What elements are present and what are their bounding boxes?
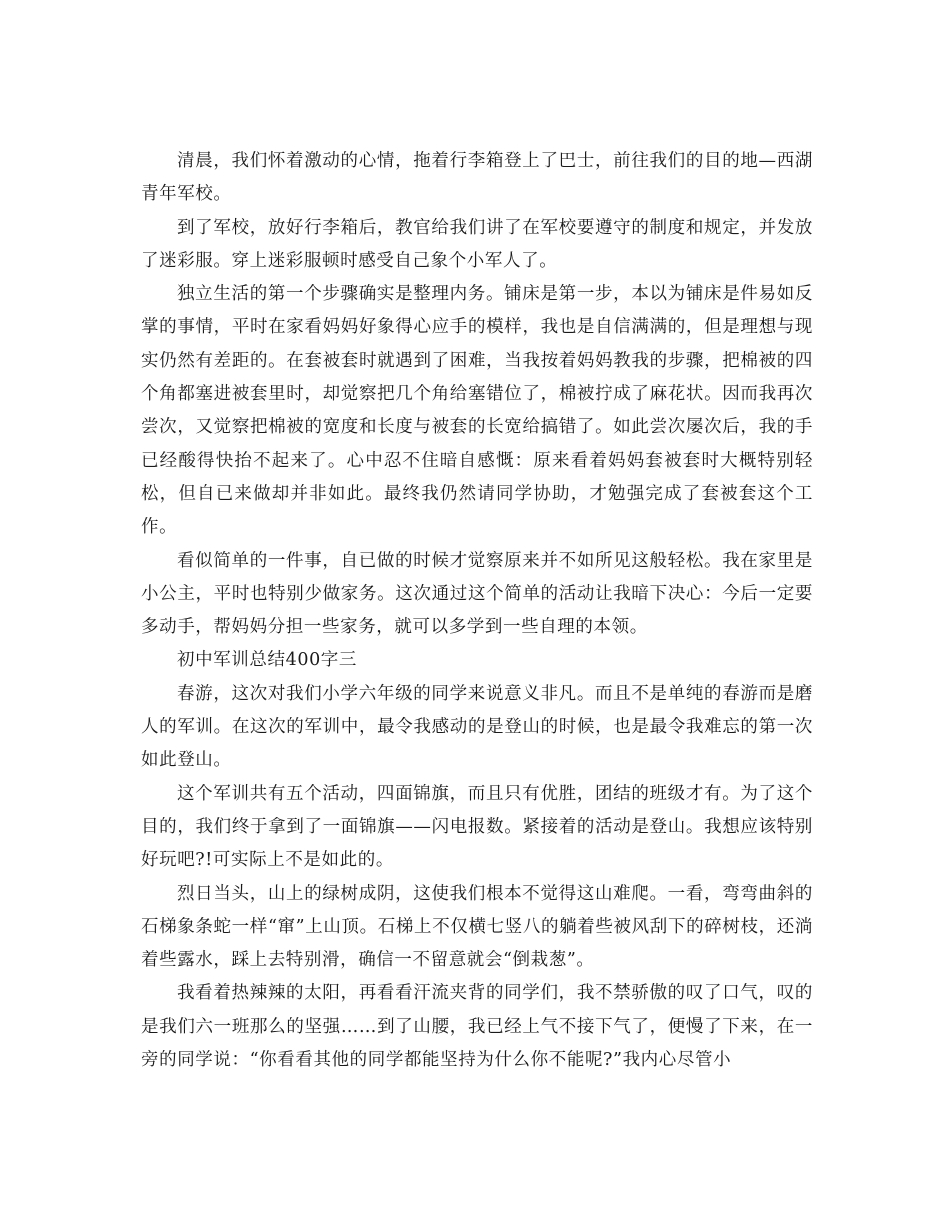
document-body — [141, 145, 813, 1077]
paragraph: 看似简单的一件事，自已做的时候才觉察原来并不如所见这般轻松。我在家里是小公主，平时也特别少做家务。这次通过这个简单的活动让我暗下决心：今后一定要多动手，帮妈妈分担一些家务，就可以多学到一些自理的本领。 — [141, 550, 813, 638]
paragraph: 这个军训共有五个活动，四面锦旗，而且只有优胜，团结的班级才有。为了这个目的，我们终于拿到了一面锦旗——闪电报数。紧接着的活动是登山。我想应该特别好玩吧?!可实际上不是如此的。 — [141, 783, 813, 871]
paragraph: 烈日当头，山上的绿树成阴，这使我们根本不觉得这山难爬。一看，弯弯曲斜的石梯象条蛇一样“窜”上山顶。石梯上不仅横七竖八的躺着些被风刮下的碎树枝，还淌着些露水，踩上去特别滑，确信一不留意就会“倒栽葱”。 — [141, 883, 813, 971]
paragraph: 到了军校，放好行李箱后，教官给我们讲了在军校要遵守的制度和规定，并发放了迷彩服。穿上迷彩服顿时感受自己象个小军人了。 — [141, 217, 813, 271]
paragraph: 独立生活的第一个步骤确实是整理内务。铺床是第一步，本以为铺床是件易如反掌的事情，平时在家看妈妈好象得心应手的模样，我也是自信满满的，但是理想与现实仍然有差距的。在套被套时就遇到了困难，当我按着妈妈教我的步骤，把棉被的四个角都塞进被套里时，却觉察把几个角给塞错位了，棉被拧成了麻花状。因而我再次尝次，又觉察把棉被的宽度和长度与被套的长宽给搞错了。如此尝次屡次后，我的手已经酸得快抬不起来了。心中忍不住暗自感慨：原来看着妈妈套被套时大概特别轻松，但自已来做却并非如此。最终我仍然请同学协助，才勉强完成了套被套这个工作。 — [141, 284, 813, 538]
paragraph: 我看着热辣辣的太阳，再看看汗流夹背的同学们，我不禁骄傲的叹了口气，叹的是我们六一班那么的坚强……到了山腰，我已经上气不接下气了，便慢了下来，在一旁的同学说：“你看看其他的同学都能坚持为什么你不能呢?”我内心尽管小 — [141, 983, 813, 1071]
section-heading: 初中军训总结400字三 — [177, 650, 358, 671]
paragraph: 春游，这次对我们小学六年级的同学来说意义非凡。而且不是单纯的春游而是磨人的军训。在这次的军训中，最令我感动的是登山的时候，也是最令我难忘的第一次如此登山。 — [141, 683, 813, 771]
paragraph: 清晨，我们怀着激动的心情，拖着行李箱登上了巴士，前往我们的目的地—西湖青年军校。 — [141, 151, 813, 205]
